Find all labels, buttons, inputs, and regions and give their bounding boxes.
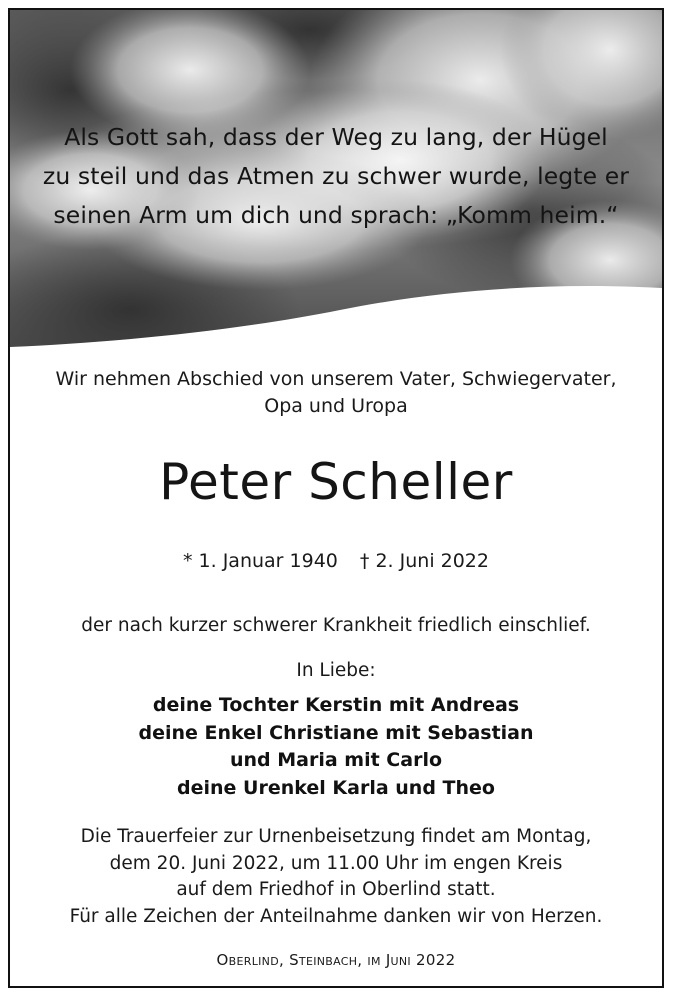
mourner-line: deine Tochter Kerstin mit Andreas — [152, 694, 520, 716]
mourner-line: und Maria mit Carlo — [229, 749, 443, 771]
quote-line: seinen Arm um dich und sprach: „Komm heim.“ — [53, 201, 619, 229]
ceremony-text — [10, 824, 662, 930]
mourner-line: deine Enkel Christiane mit Sebastian — [138, 721, 534, 744]
intro-line: Opa und Uropa — [264, 395, 408, 417]
intro-line: Wir nehmen Abschied von unserem Vater, Schwiegervater, — [55, 368, 617, 390]
ceremony-line: auf dem Friedhof in Oberlind statt. — [176, 879, 496, 900]
birth-date: * 1. Januar 1940 — [182, 550, 338, 572]
quote-line: Als Gott sah, dass der Weg zu lang, der Hügel — [64, 123, 608, 151]
ceremony-line: Für alle Zeichen der Anteilnahme danken wir von Herzen. — [69, 905, 603, 927]
mourners-list — [10, 692, 662, 802]
life-dates — [10, 548, 662, 574]
ceremony-line: dem 20. Juni 2022, um 11.00 Uhr im engen Kreis — [109, 852, 563, 874]
intro-text — [10, 366, 662, 420]
mourner-line: deine Urenkel Karla und Theo — [177, 776, 495, 799]
deceased-name: Peter Scheller — [159, 453, 513, 511]
obituary-notice — [8, 8, 664, 988]
place-date-signoff: Oberlind, Steinbach, im Juni 2022 — [216, 951, 456, 969]
quote-text — [30, 118, 642, 235]
quote-line: zu steil und das Atmen zu schwer wurde, legte er — [42, 162, 630, 190]
ceremony-line: Die Trauerfeier zur Urnenbeisetzung findet am Montag, — [80, 826, 592, 847]
mourners-label: In Liebe: — [296, 660, 376, 681]
remark-text: der nach kurzer schwerer Krankheit friedlich einschlief. — [81, 615, 591, 636]
death-date: † 2. Juni 2022 — [359, 550, 489, 572]
